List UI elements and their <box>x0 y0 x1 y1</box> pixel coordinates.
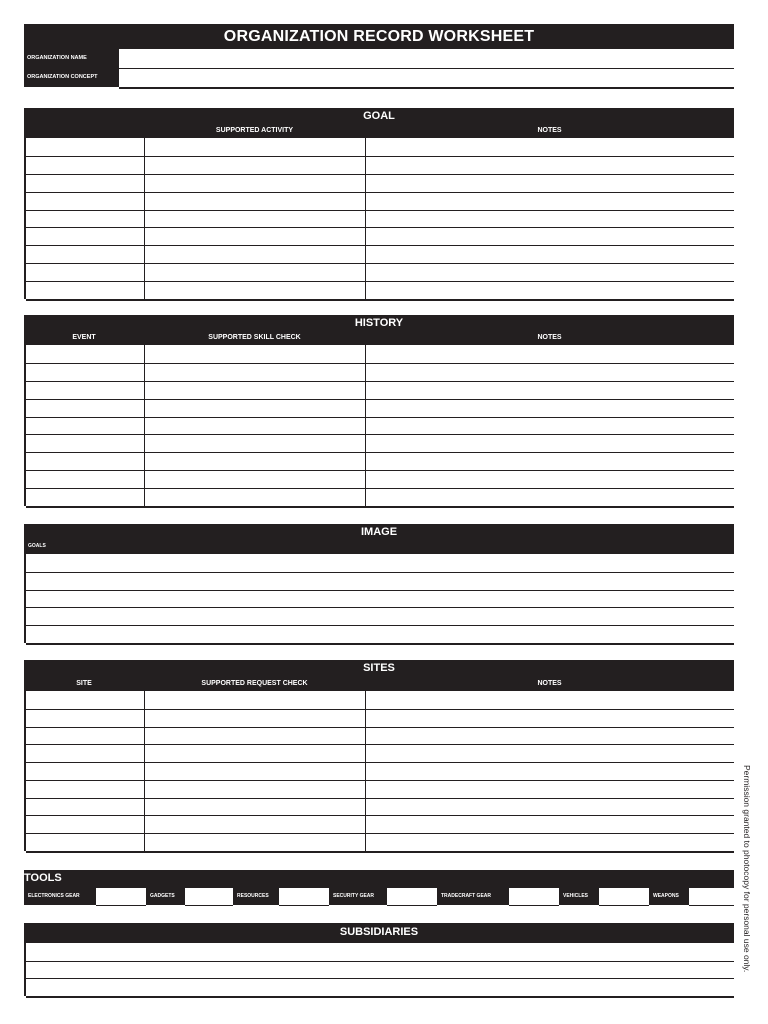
subsidiaries-title: SUBSIDIARIES <box>339 926 419 938</box>
table-row[interactable] <box>26 452 734 471</box>
tool-gadgets-field[interactable] <box>185 888 233 906</box>
subsidiaries-lines[interactable] <box>24 943 734 996</box>
goal-table[interactable] <box>24 138 734 299</box>
column-divider <box>144 691 145 851</box>
tool-vehicles-field[interactable] <box>599 888 649 906</box>
sites-request-check-heading: SUPPORTED REQUEST CHECK <box>201 680 308 687</box>
tool-security-gear-label: SECURITY GEAR <box>333 893 375 899</box>
image-header <box>24 524 734 554</box>
table-row[interactable] <box>26 345 734 364</box>
table-row[interactable] <box>26 138 734 157</box>
tool-gadgets-label: GADGETS <box>150 893 175 899</box>
goal-supported-activity-heading: SUPPORTED ACTIVITY <box>215 127 294 134</box>
table-row[interactable] <box>26 210 734 229</box>
table-row[interactable] <box>26 281 734 301</box>
organization-concept-label: ORGANIZATION CONCEPT <box>24 68 119 87</box>
tool-weapons-label: WEAPONS <box>653 893 679 899</box>
page-title: ORGANIZATION RECORD WORKSHEET <box>24 24 734 49</box>
table-row[interactable] <box>26 607 734 626</box>
tools-title: TOOLS <box>24 872 62 884</box>
tool-resources-label: RESOURCES <box>237 893 269 899</box>
goal-header <box>24 108 734 138</box>
table-row[interactable] <box>26 590 734 609</box>
tool-tradecraft-gear-field[interactable] <box>509 888 559 906</box>
sites-site-heading: SITE <box>76 680 92 687</box>
table-row[interactable] <box>26 488 734 508</box>
history-title: HISTORY <box>354 317 404 329</box>
tools-header <box>24 870 734 905</box>
goal-title: GOAL <box>363 110 395 122</box>
history-header <box>24 315 734 345</box>
tool-electronics-gear-label: ELECTRONICS GEAR <box>28 893 80 899</box>
table-row[interactable] <box>26 227 734 246</box>
table-row[interactable] <box>26 727 734 746</box>
table-row[interactable] <box>26 363 734 382</box>
permission-note: Permission granted to photocopy for personal use only. <box>742 765 752 973</box>
image-goals-label: GOALS <box>28 543 46 549</box>
column-divider <box>365 138 366 299</box>
tool-electronics-gear-field[interactable] <box>96 888 146 906</box>
goal-notes-heading: NOTES <box>537 127 562 134</box>
subsidiaries-header <box>24 923 734 943</box>
table-row[interactable] <box>26 798 734 817</box>
history-table[interactable] <box>24 345 734 506</box>
table-row[interactable] <box>26 417 734 436</box>
sites-title: SITES <box>363 662 395 674</box>
table-row[interactable] <box>26 399 734 418</box>
table-row[interactable] <box>26 625 734 645</box>
history-event-heading: EVENT <box>72 334 96 341</box>
column-divider <box>144 138 145 299</box>
tool-security-gear-field[interactable] <box>387 888 437 906</box>
tool-vehicles-label: VEHICLES <box>563 893 589 899</box>
tool-resources-field[interactable] <box>279 888 329 906</box>
table-row[interactable] <box>26 762 734 781</box>
table-row[interactable] <box>26 978 734 998</box>
table-row[interactable] <box>26 943 734 962</box>
image-title: IMAGE <box>360 526 398 538</box>
table-row[interactable] <box>26 709 734 728</box>
sites-header <box>24 660 734 691</box>
table-row[interactable] <box>26 156 734 175</box>
table-row[interactable] <box>26 192 734 211</box>
table-row[interactable] <box>26 174 734 193</box>
table-row[interactable] <box>26 263 734 282</box>
table-row[interactable] <box>26 554 734 573</box>
table-row[interactable] <box>26 691 734 710</box>
table-row[interactable] <box>26 780 734 799</box>
table-row[interactable] <box>26 744 734 763</box>
table-row[interactable] <box>26 381 734 400</box>
organization-name-label: ORGANIZATION NAME <box>24 49 119 68</box>
tool-tradecraft-gear-label: TRADECRAFT GEAR <box>441 893 491 899</box>
table-row[interactable] <box>26 572 734 591</box>
sites-table[interactable] <box>24 691 734 851</box>
table-row[interactable] <box>26 434 734 453</box>
table-row[interactable] <box>26 833 734 853</box>
table-row[interactable] <box>26 470 734 489</box>
tool-weapons-field[interactable] <box>689 888 734 906</box>
sites-notes-heading: NOTES <box>537 680 562 687</box>
image-goals-lines[interactable] <box>24 554 734 643</box>
column-divider <box>365 691 366 851</box>
organization-concept-field[interactable] <box>119 87 734 89</box>
history-skill-check-heading: SUPPORTED SKILL CHECK <box>208 334 301 341</box>
column-divider <box>365 345 366 506</box>
table-row[interactable] <box>26 245 734 264</box>
table-row[interactable] <box>26 815 734 834</box>
table-row[interactable] <box>26 961 734 980</box>
column-divider <box>144 345 145 506</box>
history-notes-heading: NOTES <box>537 334 562 341</box>
organization-name-field[interactable] <box>119 68 734 69</box>
